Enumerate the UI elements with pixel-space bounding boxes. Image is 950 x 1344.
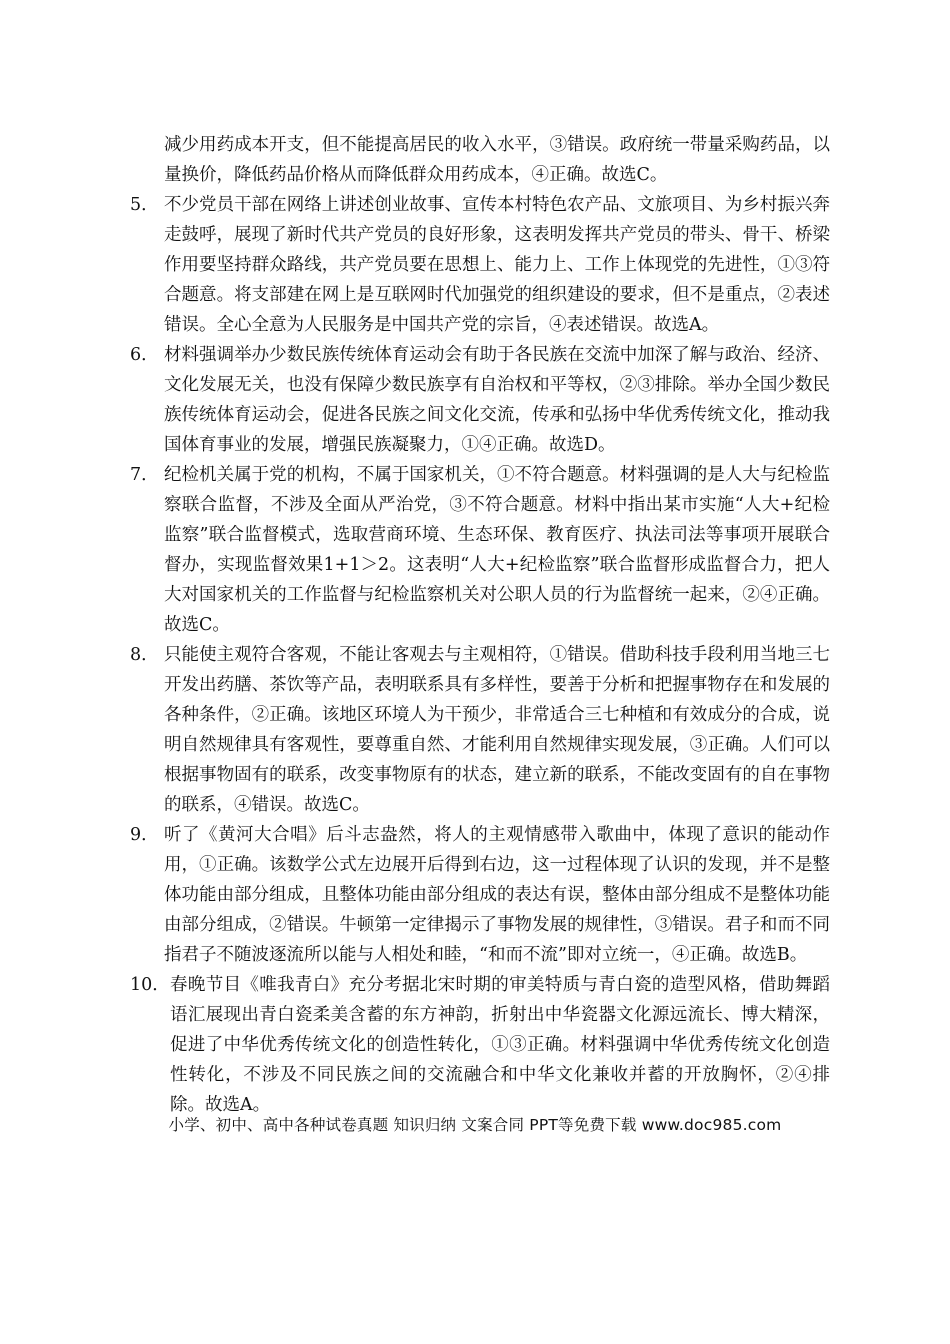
item-text: 不少党员干部在网络上讲述创业故事、宣传本村特色农产品、文旅项目、为乡村振兴奔走鼓呼，展现了新时代共产党员的良好形象，这表明发挥共产党员的带头、骨干、桥梁作用要坚持群众路线，共产党员要在思想上、能力上、工作上体现党的先进性，①③符合题意。将支部建在网上是互联网时代加强党的组织建设的要求，但不是重点，②表述错误。全心全意为人民服务是中国共产党的宗旨，④表述错误。故选A。 bbox=[164, 195, 830, 335]
item-number: 5． bbox=[130, 195, 159, 215]
item-text: 春晚节目《唯我青白》充分考据北宋时期的审美特质与青白瓷的造型风格，借助舞蹈语汇展现出青白瓷柔美含蓄的东方神韵，折射出中华瓷器文化源远流长、博大精深，促进了中华优秀传统文化的创造性转化，①③正确。材料强调中华优秀传统文化创造性转化，不涉及不同民族之间的交流融合和中华文化兼收并蓄的开放胸怀，②④排除。故选A。 bbox=[170, 975, 830, 1115]
item-number: 6． bbox=[130, 345, 159, 365]
list-item-5 bbox=[130, 190, 830, 340]
item-number: 8． bbox=[130, 645, 159, 665]
item-text: 纪检机关属于党的机构，不属于国家机关，①不符合题意。材料强调的是人大与纪检监察联合监督，不涉及全面从严治党，③不符合题意。材料中指出某市实施“人大+纪检监察”联合监督模式，选取营商环境、生态环保、教育医疗、执法司法等事项开展联合督办，实现监督效果1+1＞2。这表明“人大+纪检监察”联合监督形成监督合力，把人大对国家机关的工作监督与纪检监察机关对公职人员的行为监督统一起来，②④正确。故选C。 bbox=[164, 465, 830, 635]
list-item-8 bbox=[130, 640, 830, 820]
list-item-10 bbox=[130, 970, 830, 1120]
item-text: 材料强调举办少数民族传统体育运动会有助于各民族在交流中加深了解与政治、经济、文化发展无关，也没有保障少数民族享有自治权和平等权，②③排除。举办全国少数民族传统体育运动会，促进各民族之间文化交流，传承和弘扬中华优秀传统文化，推动我国体育事业的发展，增强民族凝聚力，①④正确。故选D。 bbox=[164, 345, 830, 455]
item-text: 只能使主观符合客观，不能让客观去与主观相符，①错误。借助科技手段利用当地三七开发出药膳、茶饮等产品，表明联系具有多样性，要善于分析和把握事物存在和发展的各种条件，②正确。该地区环境人为干预少，非常适合三七种植和有效成分的合成，说明自然规律具有客观性，要尊重自然、才能利用自然规律实现发展，③正确。人们可以根据事物固有的联系，改变事物原有的状态，建立新的联系，不能改变固有的自在事物的联系，④错误。故选C。 bbox=[164, 645, 830, 815]
list-item-6 bbox=[130, 340, 830, 460]
intro-paragraph: 减少用药成本开支，但不能提高居民的收入水平，③错误。政府统一带量采购药品，以量换价，降低药品价格从而降低群众用药成本，④正确。故选C。 bbox=[164, 135, 830, 185]
item-number: 10． bbox=[130, 975, 170, 995]
list-item-9 bbox=[130, 820, 830, 970]
item-text: 听了《黄河大合唱》后斗志盎然，将人的主观情感带入歌曲中，体现了意识的能动作用，①正确。该数学公式左边展开后得到右边，这一过程体现了认识的发现，并不是整体功能由部分组成，且整体功能由部分组成的表达有误，整体由部分组成不是整体功能由部分组成，②错误。牛顿第一定律揭示了事物发展的规律性，③错误。君子和而不同指君子不随波逐流所以能与人相处和睦，“和而不流”即对立统一，④正确。故选B。 bbox=[164, 825, 830, 965]
item-number: 9． bbox=[130, 825, 159, 845]
footer-banner: 小学、初中、高中各种试卷真题 知识归纳 文案合同 PPT等免费下载 www.doc985.com bbox=[168, 1116, 782, 1134]
list-item-7 bbox=[130, 460, 830, 640]
item-number: 7． bbox=[130, 465, 159, 485]
answer-explanations bbox=[130, 130, 830, 1120]
